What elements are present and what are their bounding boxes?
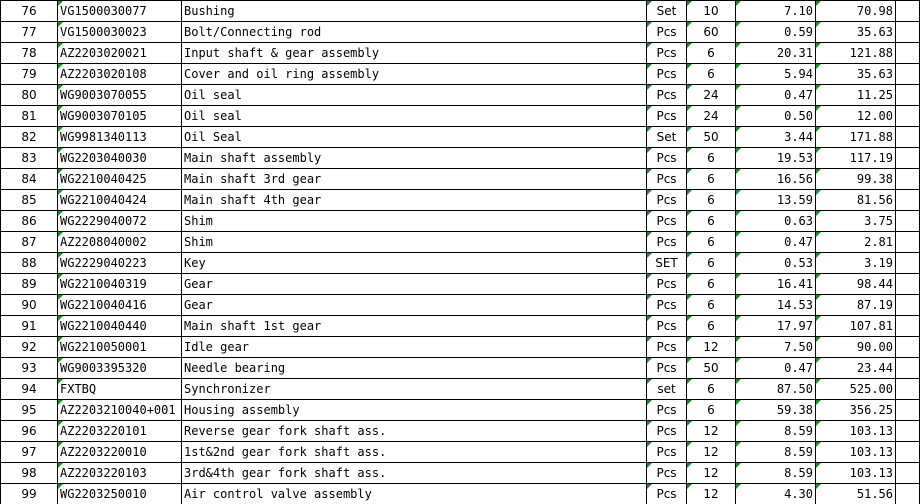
total-cell[interactable]: 90.00	[816, 337, 896, 358]
unit-price-cell[interactable]: 59.38	[736, 400, 816, 421]
empty-cell[interactable]	[896, 316, 920, 337]
unit-price-cell[interactable]: 0.47	[736, 232, 816, 253]
empty-cell[interactable]	[896, 463, 920, 484]
row-number-cell[interactable]: 77	[1, 22, 58, 43]
description-cell[interactable]: Shim	[182, 232, 647, 253]
unit-cell[interactable]: SET	[647, 253, 687, 274]
unit-price-cell[interactable]: 16.41	[736, 274, 816, 295]
description-cell[interactable]: Main shaft 1st gear	[182, 316, 647, 337]
unit-cell[interactable]: Pcs	[647, 421, 687, 442]
description-cell[interactable]: Main shaft 4th gear	[182, 190, 647, 211]
table-row	[1, 400, 920, 421]
description-cell[interactable]: Shim	[182, 211, 647, 232]
unit-cell[interactable]: Pcs	[647, 316, 687, 337]
unit-cell[interactable]: Pcs	[647, 106, 687, 127]
part-code-cell[interactable]: WG9003070105	[58, 106, 182, 127]
table-row	[1, 211, 920, 232]
row-number-cell[interactable]: 78	[1, 43, 58, 64]
table-row	[1, 148, 920, 169]
part-code-cell[interactable]: WG9003395320	[58, 358, 182, 379]
empty-cell[interactable]	[896, 1, 920, 22]
part-code-cell[interactable]: AZ2203220010	[58, 442, 182, 463]
part-code-cell[interactable]: AZ2203210040+001	[58, 400, 182, 421]
unit-price-cell[interactable]: 0.50	[736, 106, 816, 127]
row-number-cell[interactable]: 81	[1, 106, 58, 127]
description-cell[interactable]: 1st&2nd gear fork shaft ass.	[182, 442, 647, 463]
unit-price-cell[interactable]: 0.47	[736, 358, 816, 379]
unit-price-cell[interactable]: 0.63	[736, 211, 816, 232]
total-cell[interactable]: 11.25	[816, 85, 896, 106]
table-row	[1, 274, 920, 295]
row-number-cell[interactable]: 84	[1, 169, 58, 190]
quantity-cell[interactable]: 6	[687, 190, 736, 211]
total-cell[interactable]: 51.56	[816, 484, 896, 504]
unit-cell[interactable]: Pcs	[647, 190, 687, 211]
unit-price-cell[interactable]: 20.31	[736, 43, 816, 64]
unit-cell[interactable]: Pcs	[647, 43, 687, 64]
description-cell[interactable]: Input shaft & gear assembly	[182, 43, 647, 64]
quantity-cell[interactable]: 50	[687, 358, 736, 379]
part-code-cell[interactable]: AZ2203220103	[58, 463, 182, 484]
description-cell[interactable]: Needle bearing	[182, 358, 647, 379]
description-cell[interactable]: Idle gear	[182, 337, 647, 358]
row-number-cell[interactable]: 98	[1, 463, 58, 484]
total-cell[interactable]: 98.44	[816, 274, 896, 295]
row-number-cell[interactable]: 96	[1, 421, 58, 442]
part-code-cell[interactable]: WG2203250010	[58, 484, 182, 504]
total-cell[interactable]: 107.81	[816, 316, 896, 337]
table-row	[1, 190, 920, 211]
row-number-cell[interactable]: 94	[1, 379, 58, 400]
table-row	[1, 337, 920, 358]
row-number-cell[interactable]: 99	[1, 484, 58, 504]
table-body	[1, 1, 920, 504]
table-row	[1, 463, 920, 484]
unit-cell[interactable]: Pcs	[647, 442, 687, 463]
unit-cell[interactable]: Pcs	[647, 484, 687, 504]
table-row	[1, 1, 920, 22]
quantity-cell[interactable]: 6	[687, 43, 736, 64]
total-cell[interactable]: 35.63	[816, 22, 896, 43]
description-cell[interactable]: Bolt/Connecting rod	[182, 22, 647, 43]
part-code-cell[interactable]: WG9003070055	[58, 85, 182, 106]
quantity-cell[interactable]: 12	[687, 484, 736, 504]
row-number-cell[interactable]: 85	[1, 190, 58, 211]
empty-cell[interactable]	[896, 421, 920, 442]
unit-price-cell[interactable]: 8.59	[736, 463, 816, 484]
row-number-cell[interactable]: 91	[1, 316, 58, 337]
unit-price-cell[interactable]: 5.94	[736, 64, 816, 85]
quantity-cell[interactable]: 6	[687, 379, 736, 400]
unit-cell[interactable]: Pcs	[647, 211, 687, 232]
empty-cell[interactable]	[896, 211, 920, 232]
unit-price-cell[interactable]: 87.50	[736, 379, 816, 400]
table-row	[1, 316, 920, 337]
row-number-cell[interactable]: 76	[1, 1, 58, 22]
unit-cell[interactable]: Set	[647, 127, 687, 148]
empty-cell[interactable]	[896, 85, 920, 106]
total-cell[interactable]: 103.13	[816, 442, 896, 463]
unit-cell[interactable]: Pcs	[647, 169, 687, 190]
total-cell[interactable]: 117.19	[816, 148, 896, 169]
table-row	[1, 253, 920, 274]
total-cell[interactable]: 3.75	[816, 211, 896, 232]
unit-cell[interactable]: Pcs	[647, 358, 687, 379]
description-cell[interactable]: Gear	[182, 295, 647, 316]
total-cell[interactable]: 525.00	[816, 379, 896, 400]
description-cell[interactable]: Key	[182, 253, 647, 274]
table-row	[1, 232, 920, 253]
total-cell[interactable]: 35.63	[816, 64, 896, 85]
table-row	[1, 85, 920, 106]
row-number-cell[interactable]: 86	[1, 211, 58, 232]
empty-cell[interactable]	[896, 232, 920, 253]
quantity-cell[interactable]: 6	[687, 274, 736, 295]
total-cell[interactable]: 87.19	[816, 295, 896, 316]
description-cell[interactable]: Main shaft assembly	[182, 148, 647, 169]
part-code-cell[interactable]: WG2210040440	[58, 316, 182, 337]
unit-price-cell[interactable]: 0.53	[736, 253, 816, 274]
empty-cell[interactable]	[896, 379, 920, 400]
unit-price-cell[interactable]: 13.59	[736, 190, 816, 211]
description-cell[interactable]: Reverse gear fork shaft ass.	[182, 421, 647, 442]
part-code-cell[interactable]: AZ2203020108	[58, 64, 182, 85]
empty-cell[interactable]	[896, 190, 920, 211]
quantity-cell[interactable]: 6	[687, 64, 736, 85]
total-cell[interactable]: 356.25	[816, 400, 896, 421]
total-cell[interactable]: 121.88	[816, 43, 896, 64]
empty-cell[interactable]	[896, 43, 920, 64]
unit-cell[interactable]: Pcs	[647, 400, 687, 421]
quantity-cell[interactable]: 6	[687, 169, 736, 190]
row-number-cell[interactable]: 93	[1, 358, 58, 379]
table-row	[1, 484, 920, 504]
row-number-cell[interactable]: 90	[1, 295, 58, 316]
quantity-cell[interactable]: 6	[687, 148, 736, 169]
unit-price-cell[interactable]: 0.47	[736, 85, 816, 106]
unit-cell[interactable]: Pcs	[647, 463, 687, 484]
empty-cell[interactable]	[896, 64, 920, 85]
part-code-cell[interactable]: AZ2203020021	[58, 43, 182, 64]
part-code-cell[interactable]: VG1500030077	[58, 1, 182, 22]
empty-cell[interactable]	[896, 400, 920, 421]
total-cell[interactable]: 103.13	[816, 421, 896, 442]
description-cell[interactable]: Synchronizer	[182, 379, 647, 400]
total-cell[interactable]: 3.19	[816, 253, 896, 274]
quantity-cell[interactable]: 6	[687, 400, 736, 421]
part-code-cell[interactable]: WG2229040223	[58, 253, 182, 274]
total-cell[interactable]: 70.98	[816, 1, 896, 22]
empty-cell[interactable]	[896, 106, 920, 127]
part-code-cell[interactable]: WG2210040319	[58, 274, 182, 295]
total-cell[interactable]: 99.38	[816, 169, 896, 190]
unit-price-cell[interactable]: 3.44	[736, 127, 816, 148]
description-cell[interactable]: Housing assembly	[182, 400, 647, 421]
unit-price-cell[interactable]: 19.53	[736, 148, 816, 169]
empty-cell[interactable]	[896, 127, 920, 148]
empty-cell[interactable]	[896, 253, 920, 274]
unit-price-cell[interactable]: 0.59	[736, 22, 816, 43]
row-number-cell[interactable]: 89	[1, 274, 58, 295]
unit-price-cell[interactable]: 8.59	[736, 421, 816, 442]
row-number-cell[interactable]: 82	[1, 127, 58, 148]
table-row	[1, 421, 920, 442]
quantity-cell[interactable]: 10	[687, 1, 736, 22]
unit-cell[interactable]: Pcs	[647, 295, 687, 316]
quantity-cell[interactable]: 6	[687, 253, 736, 274]
quantity-cell[interactable]: 6	[687, 232, 736, 253]
part-code-cell[interactable]: WG2210040425	[58, 169, 182, 190]
quantity-cell[interactable]: 6	[687, 211, 736, 232]
empty-cell[interactable]	[896, 274, 920, 295]
unit-price-cell[interactable]: 4.30	[736, 484, 816, 504]
part-code-cell[interactable]: WG2210040416	[58, 295, 182, 316]
unit-cell[interactable]: Pcs	[647, 22, 687, 43]
unit-cell[interactable]: Pcs	[647, 274, 687, 295]
quantity-cell[interactable]: 12	[687, 463, 736, 484]
unit-price-cell[interactable]: 7.50	[736, 337, 816, 358]
description-cell[interactable]: 3rd&4th gear fork shaft ass.	[182, 463, 647, 484]
quantity-cell[interactable]: 24	[687, 106, 736, 127]
row-number-cell[interactable]: 83	[1, 148, 58, 169]
part-code-cell[interactable]: WG9981340113	[58, 127, 182, 148]
table-row	[1, 22, 920, 43]
unit-cell[interactable]: Pcs	[647, 337, 687, 358]
table-row	[1, 43, 920, 64]
empty-cell[interactable]	[896, 148, 920, 169]
part-code-cell[interactable]: FXTBQ	[58, 379, 182, 400]
unit-price-cell[interactable]: 8.59	[736, 442, 816, 463]
unit-cell[interactable]: Pcs	[647, 232, 687, 253]
total-cell[interactable]: 81.56	[816, 190, 896, 211]
description-cell[interactable]: Cover and oil ring assembly	[182, 64, 647, 85]
row-number-cell[interactable]: 80	[1, 85, 58, 106]
empty-cell[interactable]	[896, 169, 920, 190]
part-code-cell[interactable]: WG2203040030	[58, 148, 182, 169]
empty-cell[interactable]	[896, 295, 920, 316]
quantity-cell[interactable]: 60	[687, 22, 736, 43]
table-row	[1, 358, 920, 379]
quantity-cell[interactable]: 12	[687, 442, 736, 463]
unit-price-cell[interactable]: 17.97	[736, 316, 816, 337]
description-cell[interactable]: Gear	[182, 274, 647, 295]
part-code-cell[interactable]: WG2210050001	[58, 337, 182, 358]
row-number-cell[interactable]: 87	[1, 232, 58, 253]
empty-cell[interactable]	[896, 484, 920, 504]
description-cell[interactable]: Air control valve assembly	[182, 484, 647, 504]
part-code-cell[interactable]: WG2210040424	[58, 190, 182, 211]
empty-cell[interactable]	[896, 358, 920, 379]
row-number-cell[interactable]: 79	[1, 64, 58, 85]
table-row	[1, 169, 920, 190]
total-cell[interactable]: 23.44	[816, 358, 896, 379]
quantity-cell[interactable]: 24	[687, 85, 736, 106]
row-number-cell[interactable]: 97	[1, 442, 58, 463]
description-cell[interactable]: Oil Seal	[182, 127, 647, 148]
description-cell[interactable]: Main shaft 3rd gear	[182, 169, 647, 190]
row-number-cell[interactable]: 92	[1, 337, 58, 358]
row-number-cell[interactable]: 88	[1, 253, 58, 274]
unit-cell[interactable]: Pcs	[647, 64, 687, 85]
unit-cell[interactable]: Pcs	[647, 85, 687, 106]
quantity-cell[interactable]: 6	[687, 295, 736, 316]
total-cell[interactable]: 171.88	[816, 127, 896, 148]
total-cell[interactable]: 12.00	[816, 106, 896, 127]
table-row	[1, 106, 920, 127]
total-cell[interactable]: 103.13	[816, 463, 896, 484]
table-row	[1, 379, 920, 400]
unit-price-cell[interactable]: 7.10	[736, 1, 816, 22]
unit-price-cell[interactable]: 16.56	[736, 169, 816, 190]
table-row	[1, 442, 920, 463]
empty-cell[interactable]	[896, 337, 920, 358]
quantity-cell[interactable]: 12	[687, 421, 736, 442]
quantity-cell[interactable]: 6	[687, 316, 736, 337]
unit-cell[interactable]: set	[647, 379, 687, 400]
description-cell[interactable]: Bushing	[182, 1, 647, 22]
part-code-cell[interactable]: AZ2203220101	[58, 421, 182, 442]
quantity-cell[interactable]: 12	[687, 337, 736, 358]
quantity-cell[interactable]: 50	[687, 127, 736, 148]
total-cell[interactable]: 2.81	[816, 232, 896, 253]
part-code-cell[interactable]: AZ2208040002	[58, 232, 182, 253]
empty-cell[interactable]	[896, 22, 920, 43]
table-row	[1, 127, 920, 148]
description-cell[interactable]: Oil seal	[182, 106, 647, 127]
unit-cell[interactable]: Pcs	[647, 148, 687, 169]
row-number-cell[interactable]: 95	[1, 400, 58, 421]
table-row	[1, 64, 920, 85]
table-row	[1, 295, 920, 316]
unit-cell[interactable]: Set	[647, 1, 687, 22]
part-code-cell[interactable]: WG2229040072	[58, 211, 182, 232]
unit-price-cell[interactable]: 14.53	[736, 295, 816, 316]
description-cell[interactable]: Oil seal	[182, 85, 647, 106]
part-code-cell[interactable]: VG1500030023	[58, 22, 182, 43]
empty-cell[interactable]	[896, 442, 920, 463]
